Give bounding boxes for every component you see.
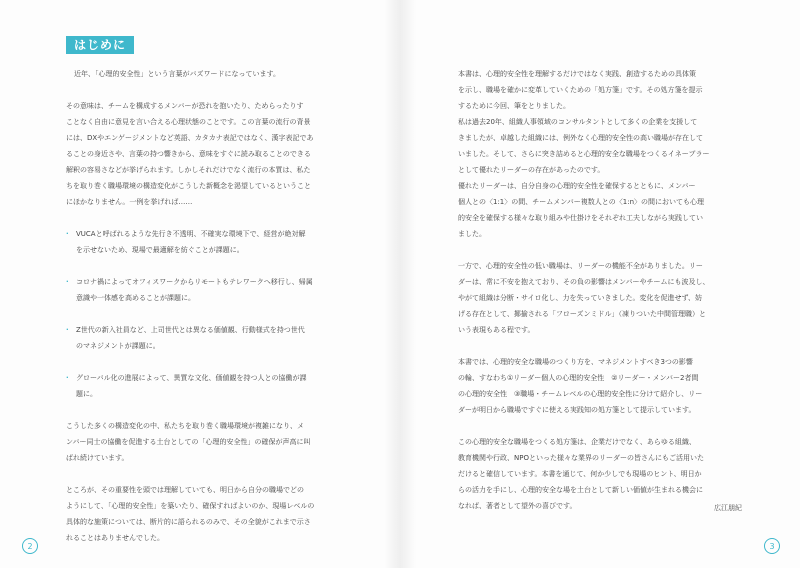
section-title: はじめに xyxy=(66,36,134,54)
text-line: · グローバル化の進展によって、異質な文化、価値観を持つ人との協働が課 xyxy=(66,370,366,386)
paragraph xyxy=(458,354,763,418)
text-line: として優れたリーダーの存在があったのです。 xyxy=(458,166,605,174)
text-line: ることの身近さや、言葉の持つ響きから、意味をすぐに読み取ることのできる xyxy=(66,150,311,158)
text-line: を示し、職場を確かに変革していくための「処方箋」です。その処方箋を提示 xyxy=(458,86,703,94)
text-line: れることはありませんでした。 xyxy=(66,534,164,542)
text-line: やがて組織は分断・サイロ化し、力を失っていきました。変化を促進せず、妨 xyxy=(458,294,702,302)
bullet-list xyxy=(66,226,366,402)
text-line: 近年、「心理的安全性」という言葉がバズワードになっています。 xyxy=(74,70,280,78)
text-line: · VUCAと呼ばれるような先行き不透明、不確実な環境下で、経営が絶対解 xyxy=(66,226,366,242)
text-line: 私は過去20年、組織人事領域のコンサルタントとして多くの企業を支援して xyxy=(458,118,698,126)
text-line: ました。 xyxy=(458,230,486,238)
page-number: 2 xyxy=(22,538,38,554)
paragraph xyxy=(458,114,763,178)
text-line: · コロナ禍によってオフィスワークからリモートもテレワークへ移行し、帰属 xyxy=(66,274,366,290)
text-line: 個人との〈1:1〉の間、チームメンバー複数人との〈1:n〉の間においても心理 xyxy=(458,198,705,206)
right-page xyxy=(400,0,800,568)
text-line: 一方で、心理的安全性の低い職場は、リーダーの機能不全がありました。リー xyxy=(458,262,703,270)
text-line: 教育機関や行政、NPOといった様々な業界のリーダーの皆さんにもご活用いた xyxy=(458,454,704,462)
text-line: いう表現もある程です。 xyxy=(458,326,535,334)
text-line: ちを取り巻く職場環境の構造変化がこうした新概念を渇望しているということ xyxy=(66,182,311,190)
text-line: きましたが、卓越した組織には、例外なく心理的安全性の高い職場が存在して xyxy=(458,134,703,142)
text-line: げる存在として、揶揄される「フローズンミドル」（凍りついた中間管理職）と xyxy=(458,310,707,318)
paragraph xyxy=(66,98,366,210)
text-line: ことなく自由に意見を言い合える心理状態のことです。この言葉の流行の背景 xyxy=(66,118,311,126)
text-line: 優れたリーダーは、自分自身の心理的安全性を確保するとともに、メンバー xyxy=(458,182,696,190)
text-line: 具体的な施策については、断片的に語られるのみで、その全貌がこれまで示さ xyxy=(66,518,311,526)
right-body xyxy=(458,66,763,530)
text-line: するために今回、筆をとりました。 xyxy=(458,102,570,110)
text-line: 本書では、心理的安全な職場のつくり方を、マネジメントすべき3つの影響 xyxy=(458,358,693,366)
paragraph xyxy=(458,258,763,338)
text-line: ようにして、「心理的安全性」を築いたり、確保すればよいのか、現場レベルの xyxy=(66,502,315,510)
bullet-item xyxy=(66,322,366,354)
text-line: ところが、その重要性を頭では理解していても、明日から自分の職場でどの xyxy=(66,486,304,494)
bullet-item xyxy=(66,226,366,258)
intro-paragraph xyxy=(66,66,366,82)
text-line: のマネジメントが課題に。 xyxy=(76,342,160,350)
paragraph xyxy=(66,418,366,466)
text-line: · Z世代の新入社員など、上司世代とは異なる価値観、行動様式を持つ世代 xyxy=(66,322,366,338)
text-line: 解釈の容易さなどが挙げられます。しかしそれだけでなく流行の本質は、私た xyxy=(66,166,311,174)
text-line: ンバー同士の協働を促進する土台としての「心理的安全性」の確保が声高に叫 xyxy=(66,438,311,446)
page-number: 3 xyxy=(764,538,780,554)
text-line: には、DXやエンゲージメントなど英語、カタカナ表記ではなく、漢字表記であ xyxy=(66,134,314,142)
text-line: こうした多くの構造変化の中、私たちを取り巻く職場環境が複雑になり、メ xyxy=(66,422,304,430)
author-signature: 広江朋紀 xyxy=(714,504,742,512)
paragraph xyxy=(458,434,763,514)
text-line: いました。そして、さらに突き詰めると心理的安全な職場をつくるイネーブラー xyxy=(458,150,710,158)
text-line: この心理的安全な職場をつくる処方箋は、企業だけでなく、あらゆる組織、 xyxy=(458,438,696,446)
text-line: ダーが明日から職場ですぐに使える実践知の処方箋として提示しています。 xyxy=(458,406,696,414)
text-line: ダーは、常に不安を抱えており、その負の影響はメンバーやチームにも波及し、 xyxy=(458,278,710,286)
text-line: 意識や一体感を高めることが課題に。 xyxy=(76,294,195,302)
text-line: の心理的安全性 ③職場・チームレベルの心理的安全性に分けて紹介し、リー xyxy=(458,390,703,398)
text-line: その意味は、チームを構成するメンバーが恐れを抱いたり、ためらったりす xyxy=(66,102,304,110)
bullet-item xyxy=(66,274,366,306)
text-line: 的安全を確保する様々な取り組みや仕掛けをそれぞれ工夫しながら実践してい xyxy=(458,214,703,222)
paragraph xyxy=(458,178,763,242)
text-line: にほかなりません。一例を挙げれば…… xyxy=(66,198,193,206)
text-line: ばれ続けています。 xyxy=(66,454,129,462)
text-line: 本書は、心理的安全性を理解するだけではなく実践、創造するための具体策 xyxy=(458,70,696,78)
text-line: の輪、すなわち①リーダー個人の心理的安全性 ②リーダー・メンバー2者間 xyxy=(458,374,699,382)
paragraph xyxy=(458,66,763,114)
bullet-item xyxy=(66,370,366,402)
text-line: 題に。 xyxy=(76,390,97,398)
text-line: なれば、著者として望外の喜びです。 xyxy=(458,502,577,510)
text-line: だけると確信しています。本書を通じて、何か少しでも現場のヒント、明日か xyxy=(458,470,702,478)
left-body xyxy=(66,66,366,562)
paragraph xyxy=(66,482,366,546)
text-line: を示せないため、現場で最適解を紡ぐことが課題に。 xyxy=(76,246,244,254)
text-line: らの活力を手にし、心理的安全な場を土台として新しい価値が生まれる機会に xyxy=(458,486,703,494)
